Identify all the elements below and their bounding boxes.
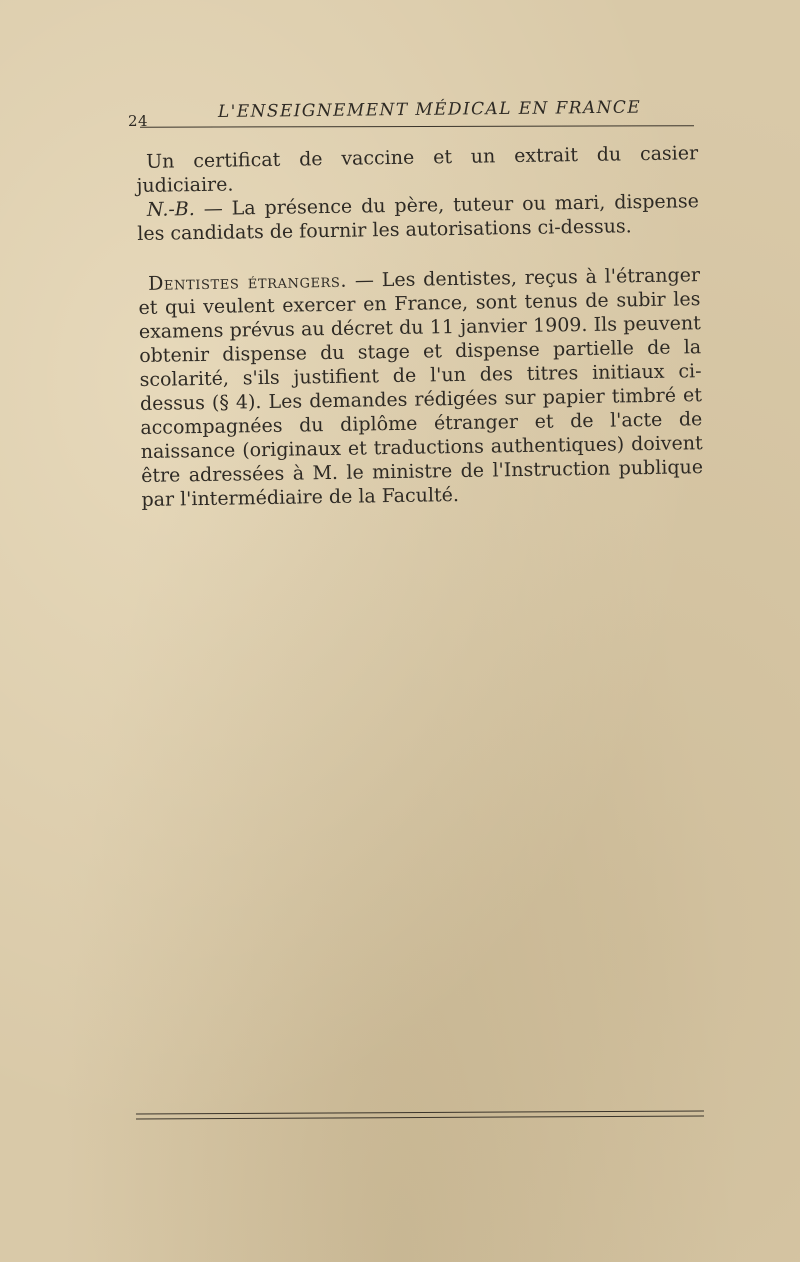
running-title: L'ENSEIGNEMENT MÉDICAL EN FRANCE <box>217 97 642 122</box>
page-number: 24 <box>128 112 149 130</box>
paragraph-dentists <box>138 263 704 512</box>
nota-bene-label: N.-B. <box>146 198 195 221</box>
body-text <box>136 141 704 512</box>
paragraph-nota-bene <box>137 189 700 246</box>
nota-bene-text: — La présence du père, tuteur ou mari, dispense les candidats de fournir les autorisations ci-dessus. <box>137 190 700 245</box>
bottom-rule-line <box>136 1116 704 1120</box>
bottom-double-rule <box>136 1111 704 1122</box>
section-text: — Les dentistes, reçus à l'étranger et qui veulent exercer en France, sont tenus de subir les examens prévus au décret du 11 janvier 1909. Ils peuvent obtenir dispense du stage et dispense partielle de la scolarité, s'ils justifient de l'un des titres initiaux ci-dessus (§ 4). Les demandes rédigées sur papier timbré et accompagnées du diplôme étranger et de l'acte de naissance (originaux et traductions authentiques) doivent être adressées à M. le ministre de l'Instruction publique par l'intermédiaire de la Faculté. <box>138 264 704 511</box>
header-rule <box>140 125 694 127</box>
bottom-rule-line <box>136 1111 704 1115</box>
section-heading: Dentistes étrangers. <box>147 269 348 295</box>
paragraph-certificate: Un certificat de vaccine et un extrait du casier judiciaire. <box>136 142 699 197</box>
